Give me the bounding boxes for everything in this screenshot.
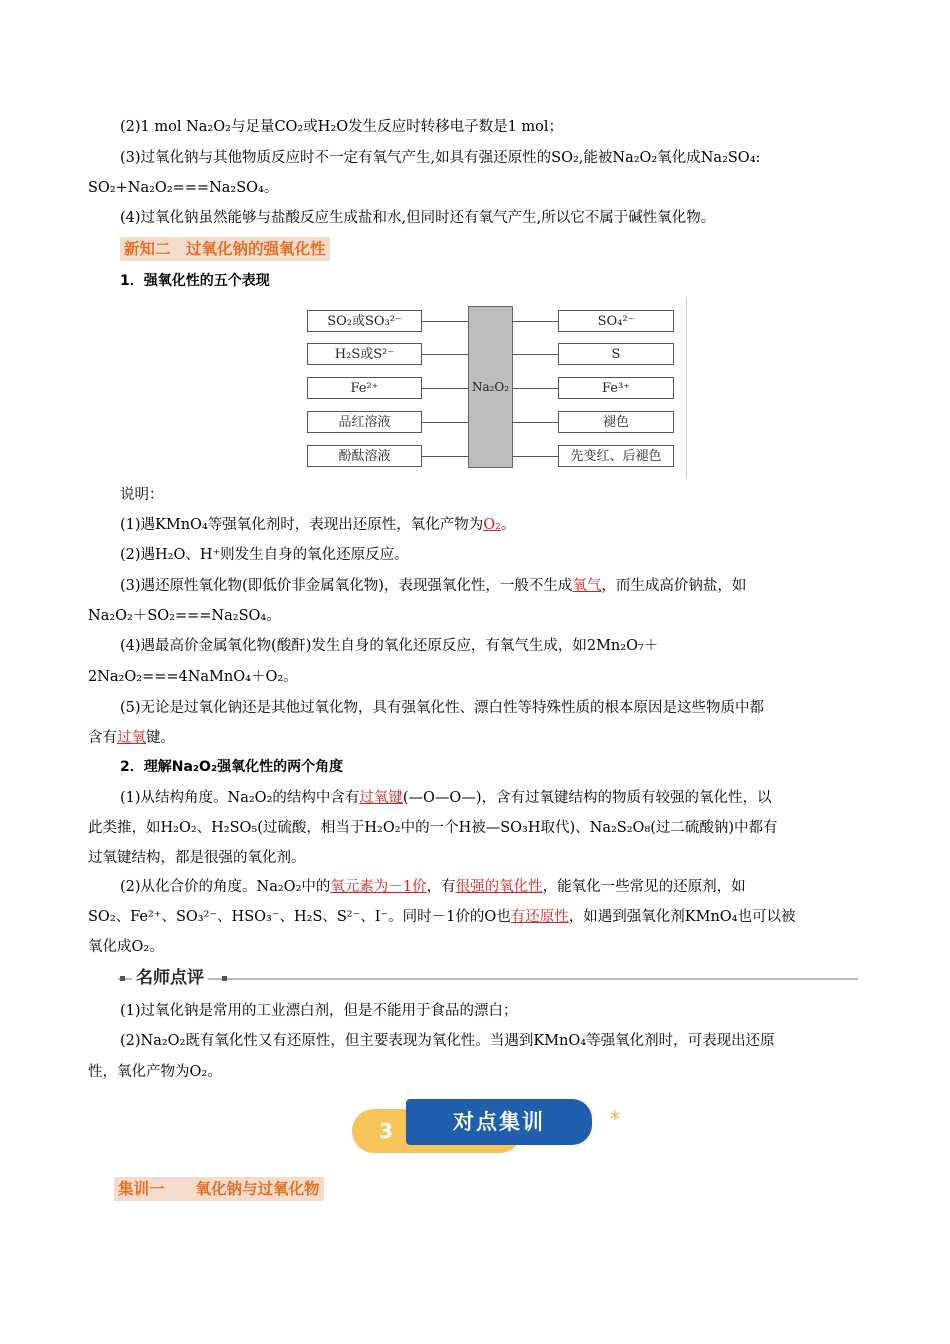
- angle-2-text: (2)从化合价的角度。Na₂O₂中的: [120, 879, 331, 895]
- note-1: [88, 515, 895, 535]
- banner-title: 对点集训: [406, 1099, 592, 1145]
- angle-2-answer-2: 很强的氧化性: [455, 879, 543, 895]
- angle-2-line2-text: SO₂、Fe²⁺、SO₃²⁻、HSO₃⁻、H₂S、S²⁻、I⁻。同时－1价的O也: [88, 909, 511, 925]
- note-4-line2: 2Na₂O₂===4NaMnO₄＋O₂。: [88, 669, 298, 685]
- section-title-xinzhi2: 新知二 过氧化钠的强氧化性: [120, 237, 330, 261]
- intro-p3b: SO₂+Na₂O₂===Na₂SO₄。: [88, 180, 279, 196]
- note-5-line1: (5)无论是过氧化钠还是其他过氧化物，具有强氧化性、漂白性等特殊性质的根本原因是这些物质中都: [120, 700, 765, 716]
- connector: [422, 422, 468, 423]
- teacher-comment-header: [118, 964, 858, 992]
- diagram-left-1: SO₂或SO₃²⁻: [307, 310, 422, 332]
- header-rule: [118, 978, 858, 980]
- diagram-right-1: SO₄²⁻: [558, 310, 674, 332]
- note-5-end: 键。: [146, 730, 175, 746]
- angle-1-line2: 此类推，如H₂O₂、H₂SO₅(过硫酸，相当于H₂O₂中的一个H被—SO₃H取代)、Na₂S₂O₈(过二硫酸钠)中都有: [88, 820, 778, 836]
- square-icon: [222, 976, 227, 981]
- angle-2-line1: [88, 877, 895, 897]
- angle-1-text: (1)从结构角度。Na₂O₂的结构中含有: [120, 790, 360, 806]
- note-3-text: (3)遇还原性氧化物(即低价非金属氧化物)，表现强氧化性，一般不生成: [120, 578, 573, 594]
- square-icon: [120, 976, 125, 981]
- angle-2-end: ，能氧化一些常见的还原剂，如: [542, 879, 746, 895]
- angle-2-line3: 氧化成O₂。: [88, 939, 164, 955]
- comment-1: (1)过氧化钠是常用的工业漂白剂，但是不能用于食品的漂白；: [120, 1003, 518, 1019]
- note-5-answer: 过氧: [117, 730, 146, 746]
- note-2: (2)遇H₂O、H⁺则发生自身的氧化还原反应。: [120, 547, 409, 563]
- angle-2-answer-1: 氧元素为－1价: [330, 879, 427, 895]
- heading-two-angles: 2．理解Na₂O₂强氧化性的两个角度: [120, 759, 344, 775]
- angle-1-line1: [88, 788, 895, 808]
- diagram-right-4: 褪色: [558, 411, 674, 433]
- angle-2-line2-end: ，如遇到强氧化剂KMnO₄也可以被: [568, 909, 796, 925]
- connector: [513, 422, 558, 423]
- heading-five-manifestations: 1．强氧化性的五个表现: [120, 273, 270, 289]
- diagram-left-2: H₂S或S²⁻: [307, 343, 422, 365]
- note-3: [88, 576, 895, 596]
- comment-2-line2: 性，氧化产物为O₂。: [88, 1064, 222, 1080]
- note-5-text: 含有: [88, 730, 117, 746]
- connector: [513, 388, 558, 389]
- connector: [422, 354, 468, 355]
- diagram-left-3: Fe²⁺: [307, 377, 422, 399]
- note-5-line2: [88, 728, 863, 748]
- note-3-line2: Na₂O₂＋SO₂===Na₂SO₄。: [88, 608, 281, 624]
- angle-1-end: (—O—O—)，含有过氧键结构的物质有较强的氧化性，以: [402, 790, 772, 806]
- angle-2-line2: [88, 907, 863, 927]
- note-1-text: (1)遇KMnO₄等强氧化剂时，表现出还原性，氧化产物为: [120, 517, 484, 533]
- diagram-left-5: 酚酞溶液: [307, 445, 422, 467]
- connector: [422, 456, 468, 457]
- connector: [422, 388, 468, 389]
- note-3-answer: 氧气: [572, 578, 602, 594]
- section-title-jixun1: 集训一 氧化钠与过氧化物: [114, 1177, 324, 1201]
- note-4-line1: (4)遇最高价金属氧化物(酸酐)发生自身的氧化还原反应，有氧气生成，如2Mn₂O₇＋: [120, 638, 659, 654]
- comment-2-line1: (2)Na₂O₂既有氧化性又有还原性，但主要表现为氧化性。当遇到KMnO₄等强氧化剂时，可表现出还原: [120, 1033, 775, 1049]
- angle-1-line3: 过氧键结构，都是很强的氧化剂。: [88, 850, 306, 866]
- banner-number: 3: [379, 1119, 393, 1143]
- connector: [513, 354, 558, 355]
- angle-2-mid: ，有: [426, 879, 456, 895]
- note-label: 说明：: [120, 487, 164, 503]
- note-1-answer: O₂: [483, 517, 501, 533]
- note-1-end: 。: [500, 517, 516, 533]
- diagram-center-na2o2: Na₂O₂: [468, 306, 513, 468]
- diagram-right-3: Fe³⁺: [558, 377, 674, 399]
- star-icon: *: [610, 1107, 620, 1131]
- connector: [513, 456, 558, 457]
- intro-p2: (2)1 mol Na₂O₂与足量CO₂或H₂O发生反应时转移电子数是1 mol；: [120, 119, 564, 135]
- section-banner: [352, 1097, 632, 1161]
- oxidation-diagram: [295, 298, 687, 478]
- angle-2-answer-3: 有还原性: [510, 909, 569, 925]
- intro-p4: (4)过氧化钠虽然能够与盐酸反应生成盐和水,但同时还有氧气产生,所以它不属于碱性氧化物。: [120, 210, 716, 226]
- diagram-edge: [686, 298, 687, 478]
- teacher-comment-label: 名师点评: [132, 964, 208, 992]
- connector: [513, 321, 558, 322]
- connector: [422, 321, 468, 322]
- diagram-left-4: 品红溶液: [307, 411, 422, 433]
- diagram-right-2: S: [558, 343, 674, 365]
- angle-1-answer: 过氧键: [359, 790, 403, 806]
- note-3-end: ，而生成高价钠盐，如: [601, 578, 747, 594]
- diagram-right-5: 先变红、后褪色: [558, 445, 674, 467]
- intro-p3a: (3)过氧化钠与其他物质反应时不一定有氧气产生,如具有强还原性的SO₂,能被Na₂O₂氧化成Na₂SO₄:: [120, 150, 761, 166]
